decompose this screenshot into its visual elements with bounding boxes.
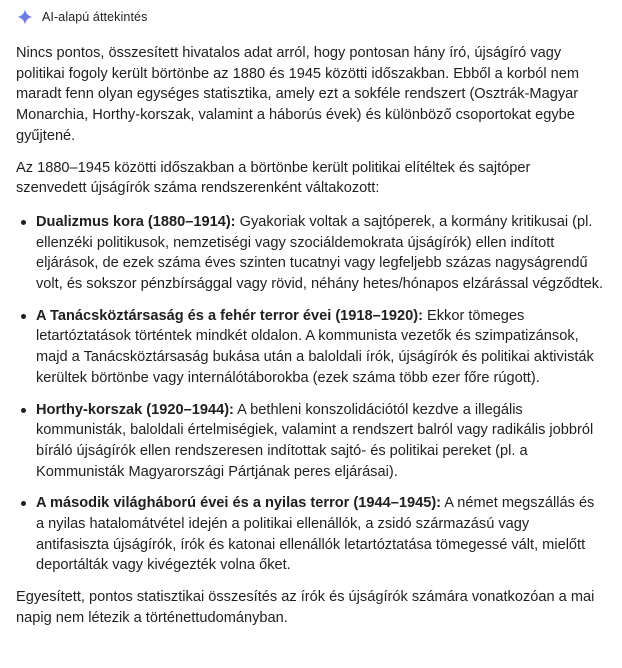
list-item-title: Dualizmus kora (1880–1914): — [36, 213, 236, 230]
list-item-title: A második világháború évei és a nyilas terror (1944–1945): — [36, 495, 442, 512]
outro-paragraph: Egyesített, pontos statisztikai összesítés az írók és újságírók számára vonatkozóan a mai napig nem létezik a történettudományban. — [16, 589, 595, 626]
list-item-text: A bethleni konszolidációtól kezdve a illegális kommunisták, baloldali értelmiségiek, valamint a rendszert balról vagy radikális jobbról bíráló újságírók ellen rendszeresen indítottak sajtó- és politikai pereket (pl. a Kommunisták Magyarországi Pártjának peres eljárásai). — [36, 401, 594, 480]
bullet-icon — [21, 408, 26, 413]
ai-overview-header — [16, 8, 604, 26]
bullet-icon — [21, 501, 26, 506]
list-item — [16, 306, 604, 389]
lead-paragraph: Az 1880–1945 közötti időszakban a börtönbe került politikai elítéltek és sajtóper szenvedett újságírók száma rendszerenként váltakozott: — [16, 159, 531, 197]
list-item — [16, 212, 604, 295]
era-list — [16, 212, 604, 576]
list-item — [16, 493, 604, 576]
sparkle-icon — [16, 8, 34, 26]
bullet-icon — [21, 314, 26, 319]
list-item-text: Gyakoriak voltak a sajtóperek, a kormány kritikusai (pl. ellenzéki politikusok, nemzetiségi vagy szociáldemokrata újságírók) ellen indított eljárások, de ezek száma éves szinten tucatnyi vagy legfeljebb százas nagyságrendű volt, és sokszor pénzbírsággal vagy rövid, néhány hetes/hónapos elzárással végződtek. — [36, 213, 604, 293]
list-item-text: A német megszállás és a nyilas hatalomátvétel idején a politikai ellenállók, a zsidó származású vagy antifasiszta újságírók, írók és katonai ellenállók letartóztatása tömegessé vált, mielőtt deportálták vagy kivégezték volna őket. — [36, 495, 595, 574]
list-item — [16, 400, 604, 483]
list-item-title: Horthy-korszak (1920–1944): — [36, 401, 234, 418]
intro-paragraph: Nincs pontos, összesített hivatalos adat arról, hogy pontosan hány író, újságíró vagy politikai fogoly került börtönbe az 1880 és 1945 közötti időszakban. Ebből a korból nem maradt fenn olyan egységes statisztika, amely ezt a sokféle rendszert (Osztrák-Magyar Monarchia, Horthy-korszak, valamint a háborús évek) és különböző csoportokat egybe gyűjtené. — [16, 45, 580, 144]
list-item-text: Ekkor tömeges letartóztatások történtek mindkét oldalon. A kommunista vezetők és szimpatizánsok, majd a Tanácsköztársaság bukása után a baloldali írók, újságírók és politikai aktivisták kerültek börtönbe vagy internálótáborokba (ezek száma több ezer főre rúgott). — [36, 307, 594, 386]
bullet-icon — [21, 220, 26, 225]
ai-overview-title: AI-alapú áttekintés — [42, 10, 148, 24]
list-item-title: A Tanácsköztársaság és a fehér terror évei (1918–1920): — [36, 307, 423, 324]
